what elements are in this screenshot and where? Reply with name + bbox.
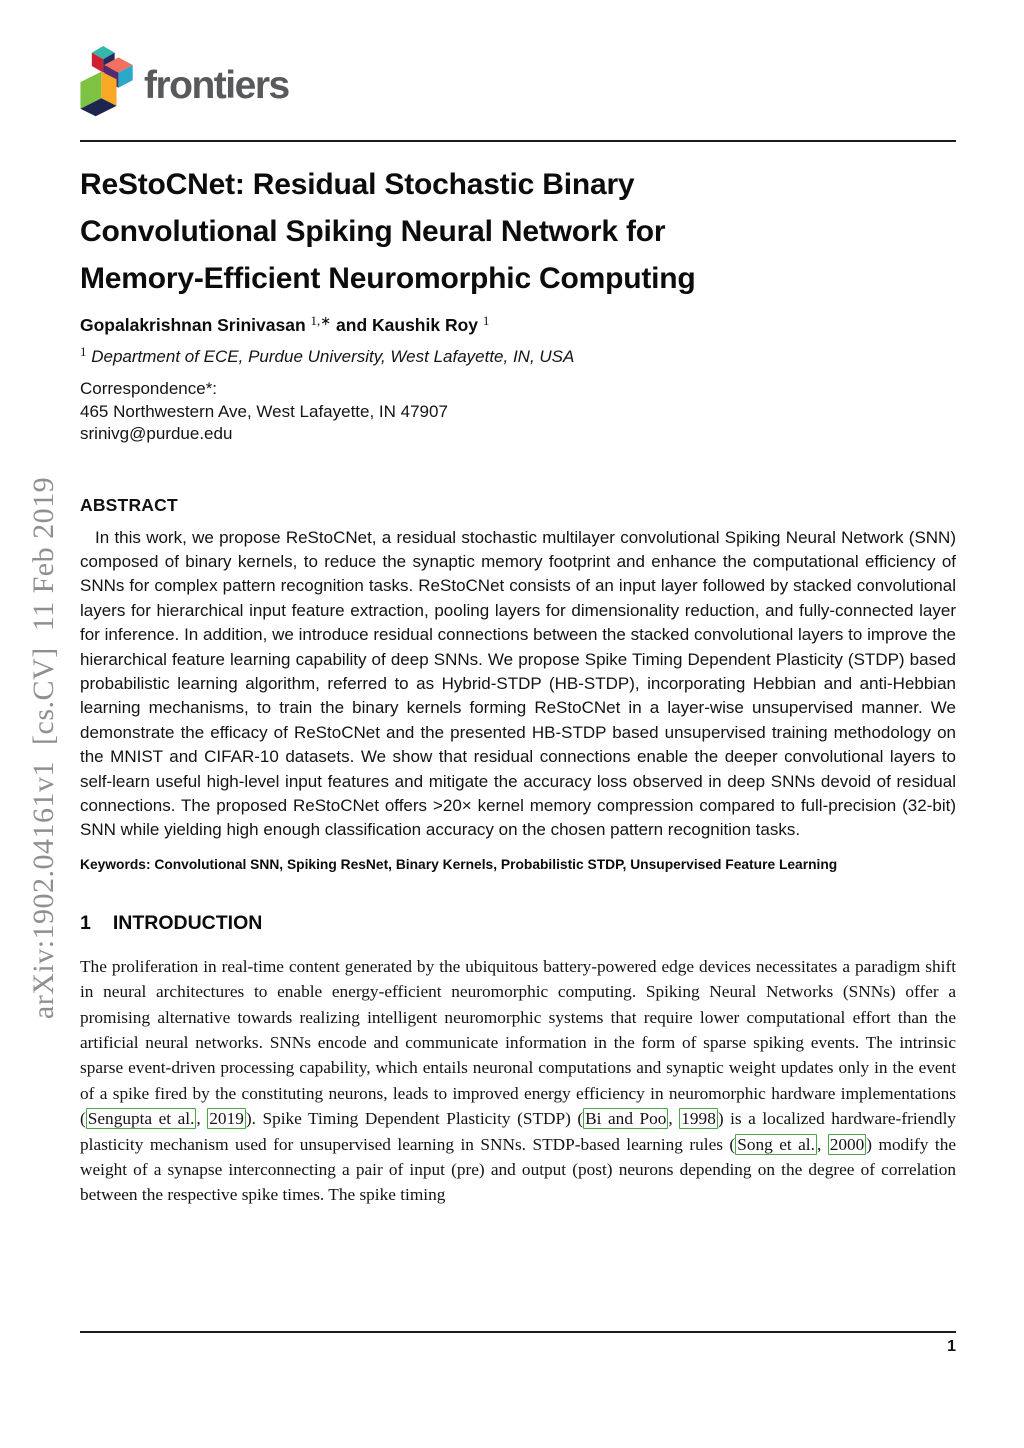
footer-rule [80, 1331, 956, 1356]
paper-title-line: Convolutional Spiking Neural Network for [80, 215, 666, 248]
intro-paragraph [80, 954, 956, 1208]
correspondence-address: 465 Northwestern Ave, West Lafayette, IN 47907 [80, 401, 448, 421]
intro-text-run: ) modify the weight of a synapse interconnecting a pair of input (pre) and output (post) neurons depending on the degree of correlation between the respective spike times. The spike timing [80, 1134, 957, 1205]
affiliation-superscript: 1 [80, 344, 87, 359]
frontiers-wordmark: frontiers [144, 64, 289, 107]
paper-title-line: Memory-Efficient Neuromorphic Computing [80, 262, 696, 295]
citation-link[interactable]: 2000 [829, 1134, 865, 1154]
section-number: 1 [80, 911, 91, 934]
correspondence-block [80, 378, 956, 446]
affiliation-text: Department of ECE, Purdue University, West Lafayette, IN, USA [91, 347, 575, 366]
intro-text-run: ) is a localized hardware-friendly plasticity mechanism used for unsupervised learning in SNNs. STDP-based learning rules ( [80, 1109, 957, 1154]
frontiers-logo [80, 0, 956, 122]
intro-text-run: , [196, 1109, 208, 1129]
intro-text-run: , [668, 1109, 680, 1129]
intro-text-run: , [816, 1134, 828, 1154]
author-name: Kaushik Roy [372, 315, 479, 335]
citation-link[interactable]: Bi and Poo [585, 1109, 667, 1129]
author-superscript: 1,∗ [310, 313, 332, 328]
abstract-paragraph: In this work, we propose ReStoCNet, a residual stochastic multilayer convolutional Spiking Neural Network (SNN) composed of binary kernels, to reduce the synaptic memory footprint and enhance the computational efficiency of SNNs for complex pattern recognition tasks. ReStoCNet consists of an input layer followed by stacked convolutional layers for hierarchical input feature extraction, pooling layers for dimensionality reduction, and fully-connected layer for inference. In addition, we introduce residual connections between the stacked convolutional layers to improve the hierarchical feature learning capability of deep SNNs. We propose Spike Timing Dependent Plasticity (STDP) based probabilistic learning algorithm, referred to as Hybrid-STDP (HB-STDP), incorporating Hebbian and anti-Hebbian learning mechanisms, to train the binary kernels forming ReStoCNet in a layer-wise unsupervised manner. We demonstrate the efficacy of ReStoCNet and the presented HB-STDP based unsupervised training methodology on the MNIST and CIFAR-10 datasets. We show that residual connections enable the deeper convolutional layers to self-learn useful high-level input features and mitigate the accuracy loss observed in deep SNNs devoid of residual connections. The proposed ReStoCNet offers >20× kernel memory compression compared to full-precision (32-bit) SNN while yielding high enough classification accuracy on the chosen pattern recognition tasks. [80, 527, 956, 840]
author-connector: and [331, 315, 373, 335]
section-heading-introduction [80, 912, 956, 935]
intro-text-run: ). Spike Timing Dependent Plasticity (STDP) ( [245, 1109, 584, 1129]
paper-page [80, 0, 956, 1208]
author-name: Gopalakrishnan Srinivasan [80, 315, 306, 335]
abstract-heading: ABSTRACT [80, 494, 178, 515]
citation-link[interactable]: 1998 [681, 1109, 716, 1129]
citation-link[interactable]: Song et al. [737, 1134, 815, 1154]
keywords-line: Keywords: Convolutional SNN, Spiking ResNet, Binary Kernels, Probabilistic STDP, Unsupervised Feature Learning [80, 856, 838, 872]
intro-text-run: The proliferation in real-time content generated by the ubiquitous battery-powered edge devices necessitates a paradigm shift in neural architectures to enable energy-efficient neuromorphic computing. Spiking Neural Networks (SNNs) offer a promising alternative towards realizing intelligent neuromorphic systems that require lower computational effort than the artificial neural networks. SNNs encode and communicate information in the form of sparse spiking events. The intrinsic sparse event-driven processing capability, which entails neuronal computations and synaptic weight updates only in the event of a spike fired by the constituting neurons, leads to improved energy efficiency in neuromorphic hardware implementations ( [80, 956, 956, 1129]
page-number: 1 [947, 1338, 956, 1355]
section-title: INTRODUCTION [112, 911, 263, 934]
citation-link[interactable]: Sengupta et al. [87, 1109, 195, 1129]
affiliation-line [80, 344, 956, 367]
author-line [80, 313, 956, 336]
paper-title-line: ReStoCNet: Residual Stochastic Binary [80, 168, 635, 201]
citation-link[interactable]: 2019 [209, 1109, 244, 1129]
header-rule [80, 140, 956, 142]
arxiv-watermark: arXiv:1902.04161v1 [cs.CV] 11 Feb 2019 [27, 476, 60, 1020]
frontiers-cubes-icon [80, 46, 136, 122]
correspondence-email[interactable]: srinivg@purdue.edu [80, 424, 233, 443]
correspondence-label: Correspondence*: [80, 379, 218, 398]
paper-title [80, 161, 956, 302]
author-superscript: 1 [482, 313, 490, 328]
